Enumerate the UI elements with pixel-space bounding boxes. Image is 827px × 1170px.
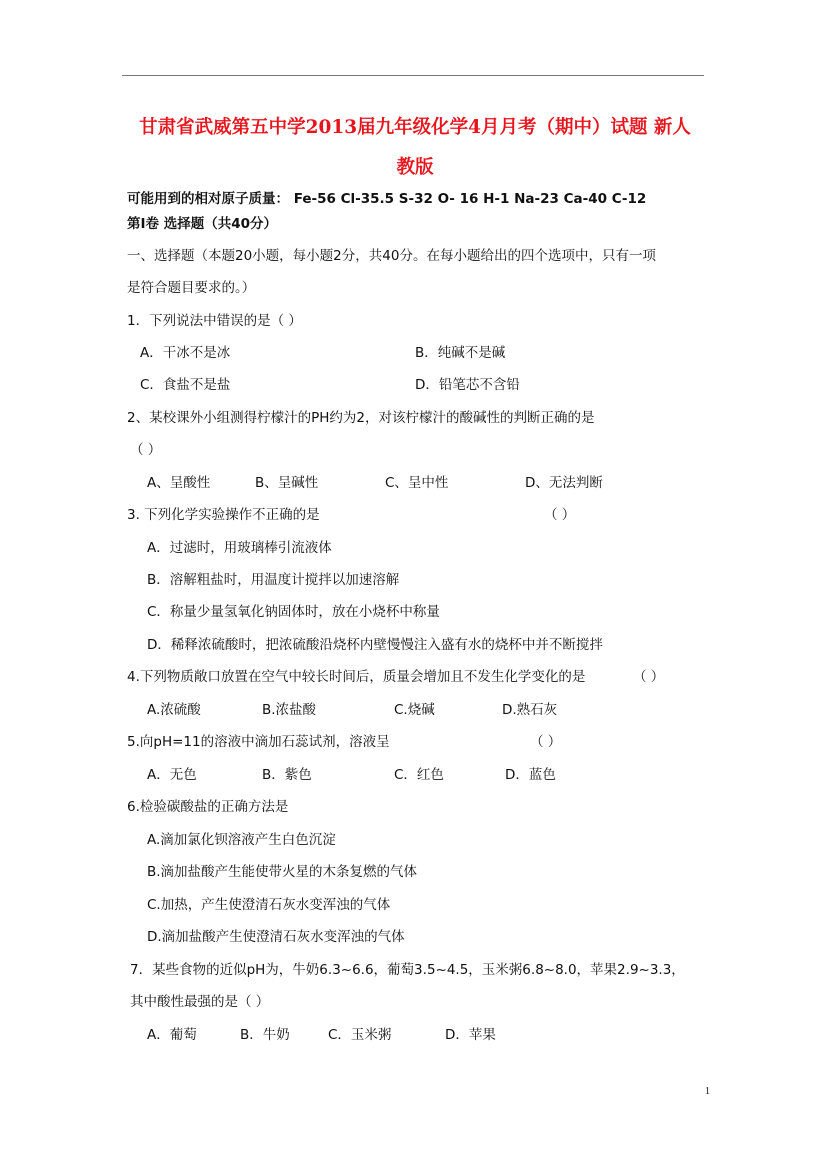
q5-paren: （ ） (530, 734, 562, 750)
q6-stem: 6.检验碳酸盐的正确方法是 (127, 799, 289, 815)
q4-option-b: B.浓盐酸 (262, 702, 317, 718)
q1-option-a: A．干冰不是冰 (140, 345, 231, 361)
q5-stem: 5.向pH=11的溶液中滴加石蕊试剂，溶液呈 (127, 734, 390, 750)
q2-option-c: C、呈中性 (385, 475, 449, 491)
q4-option-c: C.烧碱 (394, 702, 435, 718)
q2-option-d: D、无法判断 (525, 475, 603, 491)
q2-stem: 2、某校课外小组测得柠檬汁的PH约为2，对该柠檬汁的酸碱性的判断正确的是 (127, 410, 595, 426)
q1-option-d: D．铅笔芯不含铅 (415, 377, 520, 393)
q7-stem-line2: 其中酸性最强的是（ ） (130, 994, 270, 1010)
page-number: 1 (705, 1086, 710, 1097)
q7-option-b: B．牛奶 (240, 1027, 290, 1043)
q2-paren: （ ） (130, 442, 162, 458)
q4-option-a: A.浓硫酸 (147, 702, 201, 718)
atomic-mass-line: 可能用到的相对原子质量： Fe-56 Cl-35.5 S-32 O- 16 H-1 Na-23 Ca-40 C-12 (127, 191, 647, 207)
q6-option-d: D.滴加盐酸产生使澄清石灰水变浑浊的气体 (147, 929, 405, 945)
page-title-line2: 教版 (396, 157, 434, 178)
q1-option-c: C．食盐不是盐 (140, 377, 231, 393)
q4-option-d: D.熟石灰 (502, 702, 558, 718)
q4-stem: 4.下列物质敞口放置在空气中较长时间后，质量会增加且不发生化学变化的是 (127, 669, 586, 685)
q7-option-d: D．苹果 (445, 1027, 496, 1043)
section-title: 第Ⅰ卷 选择题（共40分） (127, 216, 278, 232)
q5-option-a: A．无色 (147, 767, 197, 783)
q1-option-b: B．纯碱不是碱 (415, 345, 506, 361)
q6-option-a: A.滴加氯化钡溶液产生白色沉淀 (147, 832, 336, 848)
q5-option-b: B．紫色 (262, 767, 312, 783)
q6-option-c: C.加热，产生使澄清石灰水变浑浊的气体 (147, 897, 391, 913)
instructions-line1: 一、选择题（本题20小题，每小题2分，共40分。在每小题给出的四个选项中，只有一项 (127, 248, 656, 264)
q5-option-c: C．红色 (394, 767, 444, 783)
q4-paren: （ ） (633, 669, 665, 685)
q3-option-a: A．过滤时，用玻璃棒引流液体 (147, 540, 332, 556)
q3-option-b: B．溶解粗盐时，用温度计搅拌以加速溶解 (147, 572, 400, 588)
q2-option-b: B、呈碱性 (255, 475, 319, 491)
q7-stem: 7．某些食物的近似pH为，牛奶6.3~6.6，葡萄3.5~4.5，玉米粥6.8~8.0，苹果2.9~3.3， (130, 962, 685, 978)
q5-option-d: D．蓝色 (505, 767, 556, 783)
q6-option-b: B.滴加盐酸产生能使带火星的木条复燃的气体 (147, 864, 418, 880)
header-rule (122, 75, 704, 76)
q1-stem: 1．下列说法中错误的是（ ） (127, 313, 302, 329)
q3-option-c: C．称量少量氢氧化钠固体时，放在小烧杯中称量 (147, 604, 440, 620)
instructions-line2: 是符合题目要求的。） (127, 280, 256, 296)
q7-option-c: C．玉米粥 (328, 1027, 392, 1043)
q3-stem: 3. 下列化学实验操作不正确的是 (127, 507, 320, 523)
q3-paren: （ ） (544, 507, 576, 523)
q3-option-d: D．稀释浓硫酸时，把浓硫酸沿烧杯内壁慢慢注入盛有水的烧杯中并不断搅拌 (147, 637, 603, 653)
q2-option-a: A、呈酸性 (147, 475, 211, 491)
page-title-line1: 甘肃省武威第五中学2013届九年级化学4月月考（期中）试题 新人 (139, 117, 691, 138)
q7-option-a: A．葡萄 (147, 1027, 197, 1043)
